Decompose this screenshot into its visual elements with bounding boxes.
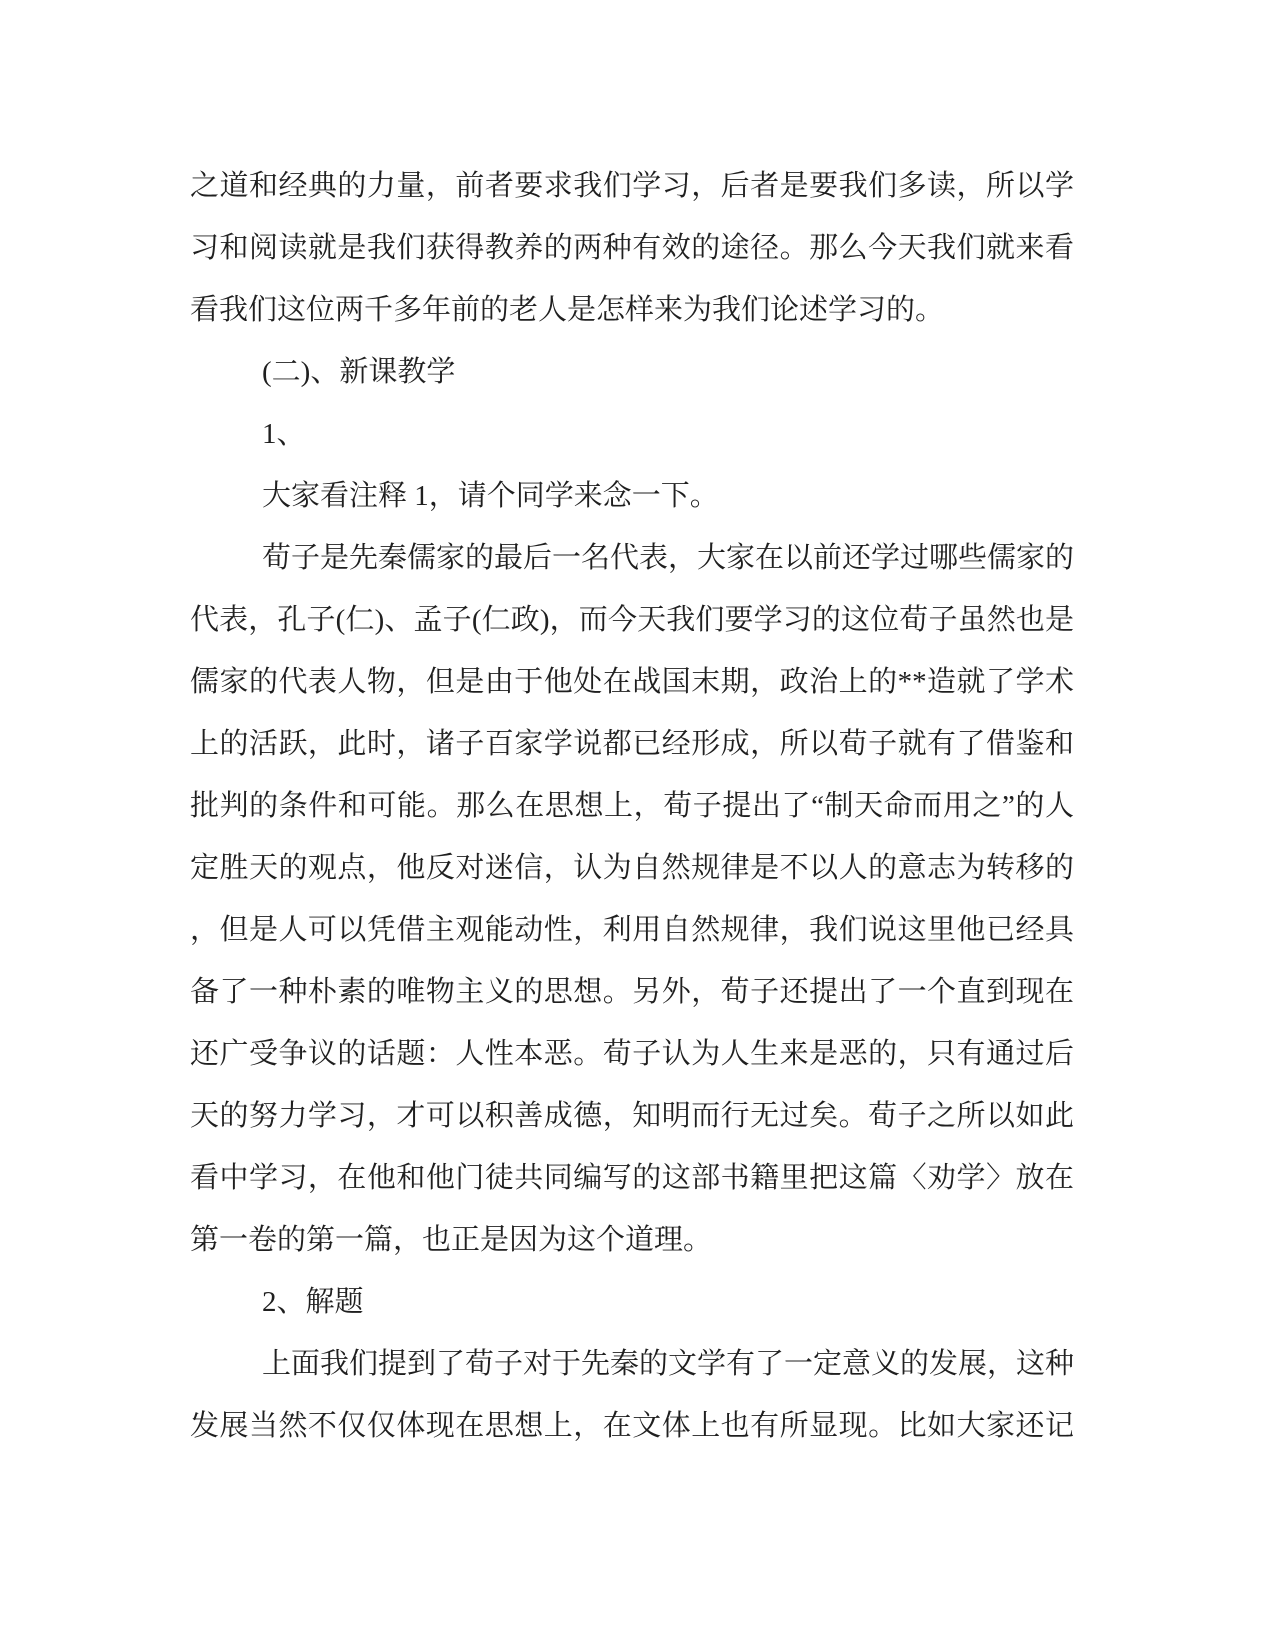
text-line: 备了一种朴素的唯物主义的思想。另外，荀子还提出了一个直到现在 <box>190 976 1074 1008</box>
text-line: 之道和经典的力量，前者要求我们学习，后者是要我们多读，所以学 <box>190 170 1074 202</box>
text-line: 看中学习，在他和他门徒共同编写的这部书籍里把这篇〈劝学〉放在 <box>190 1162 1074 1194</box>
text-line: 第一卷的第一篇，也正是因为这个道理。 <box>190 1224 713 1256</box>
text-line: 上面我们提到了荀子对于先秦的文学有了一定意义的发展，这种 <box>262 1348 1075 1380</box>
text-line: ，但是人可以凭借主观能动性，利用自然规律，我们说这里他已经具 <box>190 914 1074 946</box>
text-line: 代表，孔子(仁)、孟子(仁政)，而今天我们要学习的这位荀子虽然也是 <box>190 604 1074 636</box>
text-line: 上的活跃，此时，诸子百家学说都已经形成，所以荀子就有了借鉴和 <box>190 728 1074 760</box>
text-line: 儒家的代表人物，但是由于他处在战国末期，政治上的**造就了学术 <box>190 666 1074 698</box>
text-line: (二)、新课教学 <box>262 356 456 388</box>
text-line: 荀子是先秦儒家的最后一名代表，大家在以前还学过哪些儒家的 <box>262 542 1075 574</box>
text-line: 2、解题 <box>262 1286 364 1318</box>
text-line: 看我们这位两千多年前的老人是怎样来为我们论述学习的。 <box>190 294 945 326</box>
text-column <box>190 155 1074 1457</box>
text-line: 习和阅读就是我们获得教养的两种有效的途径。那么今天我们就来看 <box>190 232 1074 264</box>
text-line: 还广受争议的话题：人性本恶。荀子认为人生来是恶的，只有通过后 <box>190 1038 1074 1070</box>
text-line: 批判的条件和可能。那么在思想上，荀子提出了“制天命而用之”的人 <box>190 790 1074 822</box>
text-line: 定胜天的观点，他反对迷信，认为自然规律是不以人的意志为转移的 <box>190 852 1074 884</box>
text-line: 天的努力学习，才可以积善成德，知明而行无过矣。荀子之所以如此 <box>190 1100 1074 1132</box>
text-line: 发展当然不仅仅体现在思想上，在文体上也有所显现。比如大家还记 <box>190 1410 1074 1442</box>
text-line: 大家看注释 1，请个同学来念一下。 <box>262 480 719 512</box>
text-line: 1、 <box>262 418 306 450</box>
